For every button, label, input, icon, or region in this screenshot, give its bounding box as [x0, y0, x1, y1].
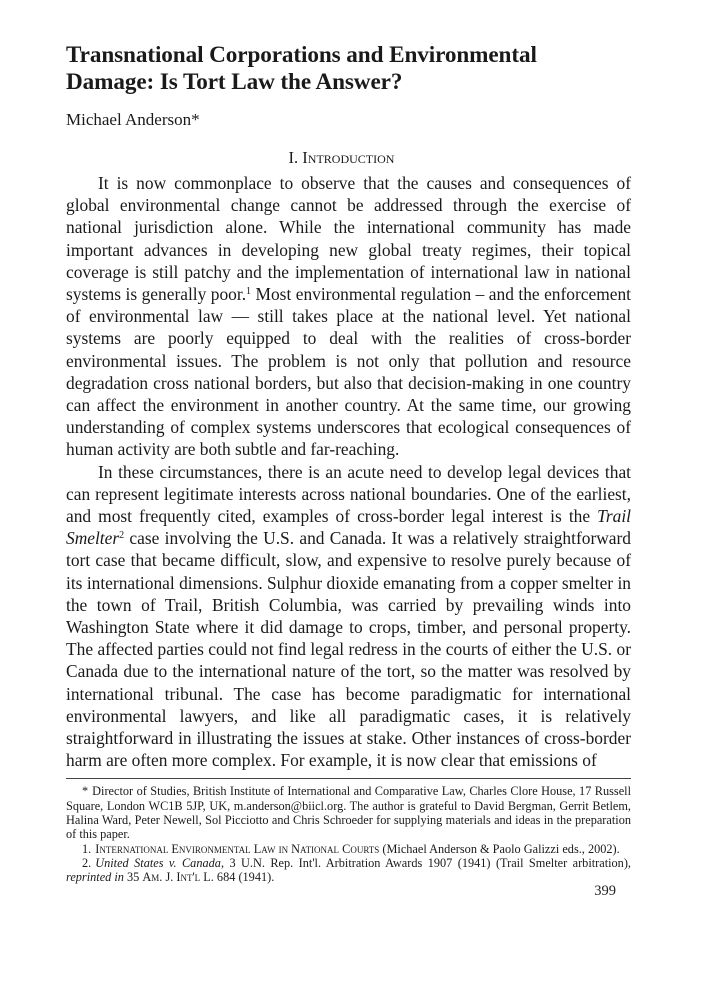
section-numeral: I. [288, 148, 299, 167]
footnote-2 [66, 856, 631, 885]
footnote-star-text: Director of Studies, British Institute of International and Comparative Law, Charles Clore House, 17 Russell Square, London WC1B 5JP, UK, m.anderson@biicl.org. The author is grateful to David Bergman, Gerrit Betlem, Halina Ward, Peter Newell, Sol Picciotto and Chris Schroeder for supplying materials and ideas in the preparation of this paper. [66, 784, 631, 842]
author-line [66, 110, 631, 130]
footnote-ref-2: 2 [119, 530, 125, 542]
footnote-2-reprinted: reprinted in [66, 870, 124, 885]
title-line-2: Damage: Is Tort Law the Answer? [66, 69, 403, 95]
footnote-1-book-title: International Environmental Law in National Courts [95, 841, 380, 856]
footnote-2-mark: 2. [82, 855, 92, 870]
footnote-2-text-c: 684 (1941). [213, 870, 275, 885]
title-line-1: Transnational Corporations and Environmental [66, 42, 537, 68]
footnote-2-case: United States v. Canada [95, 855, 221, 870]
author-name: Michael Anderson [66, 110, 192, 129]
case-name-trail-smelter: Trail Smelter [66, 506, 631, 549]
article-title [66, 42, 631, 96]
footnote-star [66, 784, 631, 841]
footnote-2-text-a: , 3 U.N. Rep. Int'l. Arbitration Awards 1907 (1941) (Trail Smelter arbitration), [220, 855, 631, 870]
section-heading [66, 147, 631, 169]
footnote-2-journal: Am. J. Int'l L. [142, 870, 214, 885]
footnote-star-mark: * [82, 784, 89, 799]
footnote-ref-1: 1 [246, 286, 252, 298]
page-number: 399 [594, 883, 616, 899]
paragraph-2-text-b: case involving the U.S. and Canada. It was a relatively straightforward tort case that became difficult, slow, and expensive to resolve purely because of its international dimensions. Sulphur dioxide emanating from a copper smelter in the town of Trail, British Columbia, was carried by prevailing winds into Washington State where it did damage to crops, timber, and personal property. The affected parties could not find legal redress in the courts of either the U.S. or Canada due to the international nature of the tort, so the matter was resolved by international tribunal. The case has become paradigmatic for international environmental lawyers, and like all paradigmatic cases, it is relatively straightforward in illustrating the issues at stake. Other instances of cross-border harm are often more complex. For example, it is now clear that emissions of [66, 528, 631, 771]
article-page [66, 42, 631, 885]
paragraph-2 [66, 461, 631, 772]
paragraph-2-text-a: In these circumstances, there is an acute need to develop legal devices that can represent legitimate interests across national boundaries. One of the earliest, and most frequently cited, examples of cross-border legal interest is the [66, 461, 631, 527]
footnote-1-rest: (Michael Anderson & Paolo Galizzi eds., 2002). [379, 841, 620, 856]
footnote-1-mark: 1. [82, 841, 92, 856]
paragraph-1-text-b: Most environmental regulation – and the enforcement of environmental law — still takes place at the national level. Yet national systems are poorly equipped to deal with the realities of cross-border environmental issues. The problem is not only that pollution and resource degradation cross national borders, but also that decision-making in one country can affect the environment in another country. At the same time, our growing understanding of complex systems underscores that ecological consequences of human activity are both subtle and far-reaching. [66, 284, 631, 460]
footnote-divider [66, 778, 631, 779]
footnote-2-text-b: 35 [123, 870, 143, 885]
paragraph-1-text-a: It is now commonplace to observe that the causes and consequences of global environmental change cannot be addressed through the exercise of national jurisdiction alone. While the international community has made important advances in developing new global treaty regimes, their topical coverage is still patchy and the implementation of international law in national systems is generally poor. [66, 173, 631, 305]
section-title: Introduction [302, 148, 395, 167]
paragraph-1 [66, 172, 631, 461]
author-footnote-mark: * [191, 110, 200, 129]
footnote-1 [66, 842, 631, 856]
